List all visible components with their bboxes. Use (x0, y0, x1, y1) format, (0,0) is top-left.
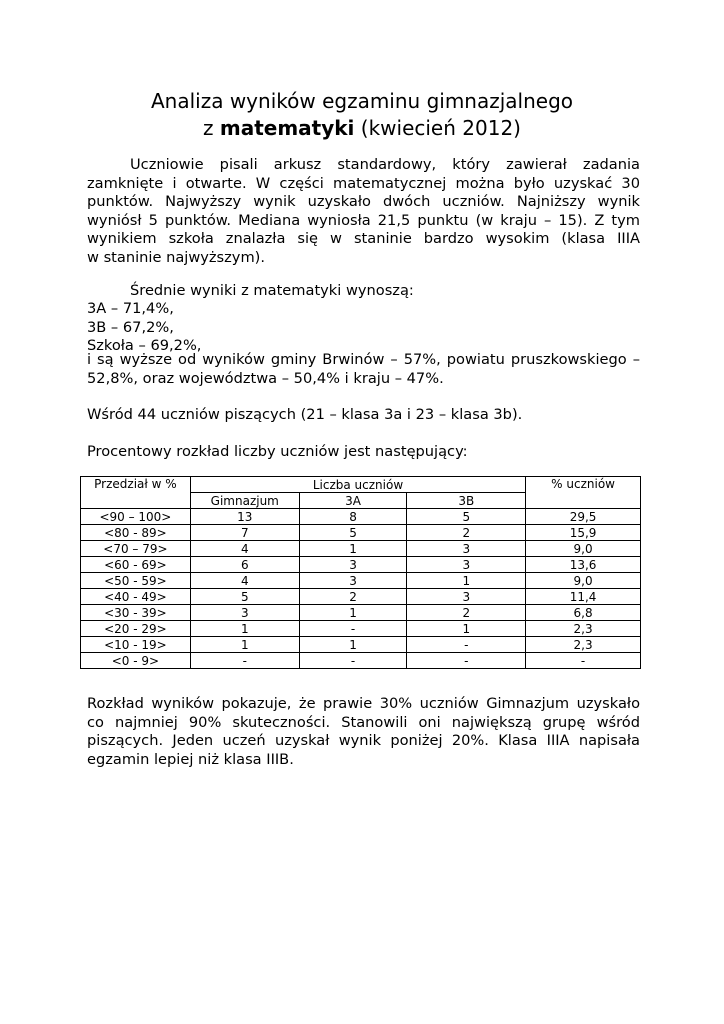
cell-gimnazjum: 4 (190, 573, 299, 589)
cell-3b: 3 (407, 557, 526, 573)
document-title (0, 88, 724, 142)
cell-3b: - (407, 637, 526, 653)
cell-3a: - (299, 653, 407, 669)
cell-3a: 1 (299, 605, 407, 621)
cell-percent: 2,3 (526, 637, 641, 653)
cell-gimnazjum: 3 (190, 605, 299, 621)
subheader-3b: 3B (407, 493, 526, 509)
table-row (81, 653, 641, 669)
cell-percent: 6,8 (526, 605, 641, 621)
title-date: (kwiecień 2012) (354, 116, 521, 140)
cell-3b: 2 (407, 525, 526, 541)
cell-range: <30 - 39> (81, 605, 191, 621)
cell-range: <40 - 49> (81, 589, 191, 605)
average-item: 3B – 67,2%, (87, 319, 174, 336)
table-row (81, 605, 641, 621)
table-row (81, 589, 641, 605)
intro-line: wynikiem szkoła znalazła się w staninie bardzo wysokim (klasa IIIA (87, 230, 640, 248)
cell-range: <20 - 29> (81, 621, 191, 637)
cell-range: <70 – 79> (81, 541, 191, 557)
cell-percent: 9,0 (526, 573, 641, 589)
intro-line: zamknięte i otwarte. W części matematycznej można było uzyskać 30 (87, 174, 640, 192)
cell-gimnazjum: 13 (190, 509, 299, 525)
cell-range: <50 - 59> (81, 573, 191, 589)
comparison-line: 52,8%, oraz województwa – 50,4% i kraju – 47%. (87, 369, 444, 387)
intro-line: wyniósł 5 punktów. Mediana wyniosła 21,5 punktu (w kraju – 15). Z tym (87, 211, 640, 229)
subheader-3a: 3A (299, 493, 407, 509)
header-percent: % uczniów (526, 477, 641, 509)
table-row (81, 621, 641, 637)
distribution-intro: Procentowy rozkład liczby uczniów jest następujący: (87, 443, 468, 460)
cell-3b: 3 (407, 541, 526, 557)
table-row (81, 637, 641, 653)
average-item: 3A – 71,4%, (87, 300, 174, 317)
cell-3a: 3 (299, 573, 407, 589)
results-table (80, 476, 641, 669)
conclusion-line: piszących. Jeden uczeń uzyskał wynik poniżej 20%. Klasa IIIA napisała (87, 732, 640, 750)
cell-3a: 1 (299, 637, 407, 653)
table-row (81, 525, 641, 541)
cell-3b: 5 (407, 509, 526, 525)
cell-3a: 2 (299, 589, 407, 605)
cell-percent: - (526, 653, 641, 669)
conclusion-paragraph (87, 695, 640, 769)
intro-line: punktów. Najwyższy wynik uzyskało dwóch uczniów. Najniższy wynik (87, 193, 640, 211)
cell-3b: - (407, 653, 526, 669)
cell-percent: 15,9 (526, 525, 641, 541)
cell-gimnazjum: 1 (190, 637, 299, 653)
table-row (81, 509, 641, 525)
table-row (81, 573, 641, 589)
cell-3a: - (299, 621, 407, 637)
cell-gimnazjum: 7 (190, 525, 299, 541)
title-line-2 (0, 115, 724, 142)
intro-paragraph (87, 156, 640, 268)
cell-3b: 2 (407, 605, 526, 621)
cell-range: <80 - 89> (81, 525, 191, 541)
cell-percent: 9,0 (526, 541, 641, 557)
cell-percent: 11,4 (526, 589, 641, 605)
intro-line: w staninie najwyższym). (87, 248, 265, 266)
cell-3b: 1 (407, 621, 526, 637)
cell-range: <10 - 19> (81, 637, 191, 653)
cell-gimnazjum: 1 (190, 621, 299, 637)
subheader-gimnazjum: Gimnazjum (190, 493, 299, 509)
title-prefix: z (203, 116, 220, 140)
cell-gimnazjum: 4 (190, 541, 299, 557)
cell-percent: 2,3 (526, 621, 641, 637)
cell-3a: 5 (299, 525, 407, 541)
table-header-row (81, 477, 641, 493)
intro-line: Uczniowie pisali arkusz standardowy, który zawierał zadania (130, 156, 640, 173)
conclusion-line: Rozkład wyników pokazuje, że prawie 30% uczniów Gimnazjum uzyskało (87, 695, 640, 712)
cell-3a: 1 (299, 541, 407, 557)
cell-range: <60 - 69> (81, 557, 191, 573)
title-line-1: Analiza wyników egzaminu gimnazjalnego (150, 89, 574, 113)
header-count: Liczba uczniów (190, 477, 525, 493)
table-row (81, 541, 641, 557)
averages-comparison (87, 351, 640, 388)
cell-3a: 3 (299, 557, 407, 573)
cell-range: <90 – 100> (81, 509, 191, 525)
comparison-line: i są wyższe od wyników gminy Brwinów – 57%, powiatu pruszkowskiego – (87, 351, 640, 368)
title-subject: matematyki (219, 116, 355, 140)
cell-percent: 29,5 (526, 509, 641, 525)
cell-percent: 13,6 (526, 557, 641, 573)
cell-3b: 1 (407, 573, 526, 589)
cell-gimnazjum: 6 (190, 557, 299, 573)
table-row (81, 557, 641, 573)
students-count: Wśród 44 uczniów piszących (21 – klasa 3a i 23 – klasa 3b). (87, 406, 523, 423)
conclusion-line: egzamin lepiej niż klasa IIIB. (87, 750, 294, 768)
cell-3a: 8 (299, 509, 407, 525)
cell-gimnazjum: 5 (190, 589, 299, 605)
conclusion-line: co najmniej 90% skuteczności. Stanowili oni największą grupę wśród (87, 713, 640, 731)
averages-heading: Średnie wyniki z matematyki wynoszą: (130, 282, 414, 299)
cell-3b: 3 (407, 589, 526, 605)
cell-range: <0 - 9> (81, 653, 191, 669)
average-item: Szkoła – 69,2%, (87, 337, 202, 354)
cell-gimnazjum: - (190, 653, 299, 669)
header-range: Przedział w % (81, 477, 191, 509)
